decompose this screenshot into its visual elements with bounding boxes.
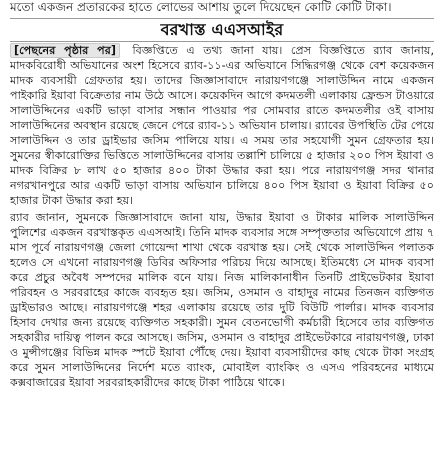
article-headline: বরখাস্ত এএসআইর [160, 20, 284, 39]
article-body [10, 43, 434, 444]
headline-divider [10, 41, 434, 42]
paragraph-1-text: বিজ্ঞপ্তিতে এ তথ্য জানা যায়। প্রেস বিজ্ঞপ্তিতে র‍্যাব জানায়, মাদকবিরোধী অভিযানের অংশ হিসেবে র‍্যাব-১১-এর অভিযানে সিদ্ধিরগঞ্জ থেকে বেশ কয়েকজন মাদক ব্যবসায়ী গ্রেফতার হয়। তাদের জিজ্ঞাসাবাদে নারায়ণগঞ্জে সালাউদ্দিন নামে একজন পাইকারি ইয়াবা বিক্রেতার নাম উঠে আসে। কয়েকদিন আগে কদমতলী এলাকায় ফ্রেন্ডস টাওয়ারে সালাউদ্দিনের একটি ভাড়া বাসার সন্ধান পাওয়ার পর সোমবার রাতে কদমতলীর ওই বাসায় সালাউদ্দিনের অবস্থান রয়েছে জেনে পেরে র‍্যাব-১১ অভিযান চালায়। র‍্যাবের উপস্থিতি টের পেয়ে সালাউদ্দিন ও তার ড্রাইভার জসিম পালিয়ে যায়। এ সময় তার সহযোগী সুমন গ্রেফতার হয়। সুমনের স্বীকারোক্তির ভিত্তিতে সালাউদ্দিনের বাসায় তল্লাশি চালিয়ে ৫ হাজার ২০০ পিস ইয়াবা ও মাদক বিক্রির ৮ লাখ ৫০ হাজার ৪০০ টাকা উদ্ধার করা হয়। পরে নারায়ণগঞ্জ সদর থানার নগরখানপুরে আর একটি ভাড়া বাসায় অভিযান চালিয়ে ৪০০ পিস ইয়াবা ও ইয়াবা বিক্রির ৫০ হাজার টাকা উদ্ধার করা হয়। [10, 44, 434, 207]
article-paragraph-2: র‍্যাব জানান, সুমনকে জিজ্ঞাসাবাদে জানা যায়, উদ্ধার ইয়াবা ও টাকার মালিক সালাউদ্দিন পুলিশের একজন বরখাস্তকৃত এএসআই। তিনি মাদক ব্যবসার সঙ্গে সম্পৃক্ততার অভিযোগে প্রায় ৭ মাস পূর্বে নারায়ণগঞ্জ জেলা গোয়েন্দা শাখা থেকে বরখাস্ত হয়। সেই থেকে সালাউদ্দিন পলাতক হলেও সে এখনো নারায়ণগঞ্জ ডিবির অফিসার পরিচয় দিয়ে আসছে। ইতিমধ্যে সে মাদক ব্যবসা করে প্রচুর অবৈধ সম্পদের মালিক বনে যায়। নিজ মালিকানাধীন তিনটি প্রাইভেটকার ইয়াবা পরিবহন ও সরবরাহের কাজে ব্যবহৃত হয়। জসিম, ওসমান ও বাহাদুর নামের তিনজন ব্যক্তিগত ড্রাইভারও আছে। নারায়ণগঞ্জে শহর এলাকায় রয়েছে তার দুটি বিউটি পার্লার। মাদক ব্যবসার হিসাব দেখার জন্য রয়েছে ব্যক্তিগত সহকারী। সুমন বেতনভোগী কর্মচারী হিসেবে তার ব্যক্তিগত সহকারীর দায়িত্ব পালন করে আসছে। জসিম, ওসমান ও বাহাদুর প্রাইভেটকারে নারায়ণগঞ্জ, ঢাকা ও মুন্সীগঞ্জের বিভিন্ন মাদক স্পটে ইয়াবা পৌঁছে দেয়। ইয়াবা ব্যবসায়ীদের কাছ থেকে টাকা সংগ্রহ করে সুমন সালাউদ্দিনের নির্দেশ মতে ব্যাংক, মোবাইল ব্যাংকিং ও এসএ পরিবহনের মাধ্যমে কক্সবাজারের ইয়াবা সরবরাহকারীদের কাছে টাকা পাঠিয়ে থাকে। [10, 211, 434, 389]
top-divider [10, 18, 434, 19]
article-paragraph-1 [10, 43, 434, 208]
continued-from-back-page-tag: [পেছনের পৃষ্ঠার পর] [10, 43, 120, 58]
clipped-previous-article-line: মতো একজন প্রতারকের হাতে লোভের আশায় তুলে দিয়েছেন কোটি কোটি টাকা। [10, 0, 392, 14]
